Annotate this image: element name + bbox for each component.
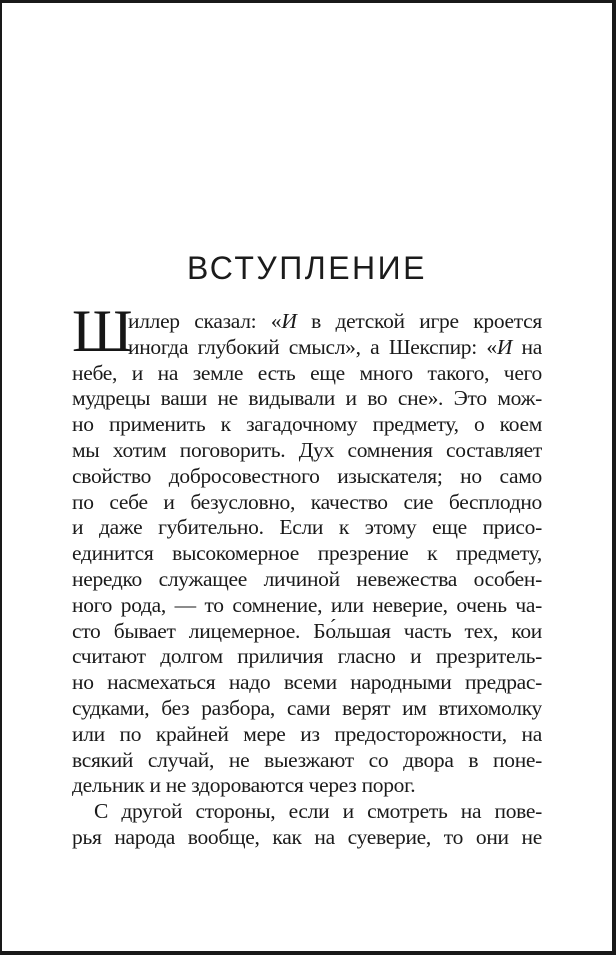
text-segment: сто бывает лицемерное. Бо́льшая часть тех, кои (72, 618, 542, 643)
text-line (72, 438, 542, 464)
text-segment: нередко служащее личиной невежества особен- (72, 566, 542, 591)
text-segment: дельник и не здороваются через порог. (72, 773, 416, 798)
text-line (72, 825, 542, 851)
text-line (72, 515, 542, 541)
text-line (72, 593, 542, 619)
text-segment: или по крайней мере из предосторожности, на (72, 721, 542, 746)
text-segment: считают долгом приличия гласно и презритель- (72, 644, 542, 669)
text-line (72, 386, 542, 412)
text-segment: но насмехаться надо всеми народными предрас- (72, 670, 542, 695)
text-segment: небе, и на земле есть еще много такого, чего (72, 360, 542, 385)
text-line (72, 644, 542, 670)
text-segment: всякий случай, не выезжают со двора в поне- (72, 747, 542, 772)
text-segment: рья народа вообще, как на суеверие, то они не (72, 824, 542, 849)
text-line (72, 619, 542, 645)
text-line (72, 696, 542, 722)
text-segment: иллер сказал: « (128, 309, 282, 333)
text-segment-italic: И (281, 309, 297, 333)
text-line (72, 361, 542, 387)
body-text (72, 298, 542, 851)
text-line (72, 335, 542, 361)
text-segment: иногда глубокий смысл», а Шекспир: « (128, 334, 497, 359)
text-segment: единится высокомерное презрение к предмету, (72, 541, 542, 566)
text-segment: мудрецы ваши не видывали и во сне». Это мож- (72, 386, 542, 411)
text-segment: свойство добросовестного изыскателя; но само (72, 463, 542, 488)
text-segment: ного рода, — то сомнение, или неверие, очень ча- (72, 592, 542, 617)
text-line (72, 748, 542, 774)
text-line (72, 464, 542, 490)
text-segment-italic: И (496, 334, 513, 359)
text-line (72, 722, 542, 748)
text-line (72, 412, 542, 438)
text-line (72, 567, 542, 593)
text-segment: на (512, 334, 542, 359)
text-line (72, 670, 542, 696)
drop-cap: Ш (72, 298, 133, 364)
text-segment: мы хотим поговорить. Дух сомнения составляет (72, 437, 542, 462)
text-segment: но применить к загадочному предмету, о коем (72, 412, 542, 437)
chapter-title: ВСТУПЛЕНИЕ (187, 250, 427, 286)
text-line (72, 773, 542, 799)
text-segment: судками, без разбора, сами верят им втихомолку (72, 695, 542, 720)
text-segment: и даже губительно. Если к этому еще присо- (72, 515, 542, 540)
text-segment: по себе и безусловно, качество сие бесплодно (72, 489, 542, 514)
text-line (72, 541, 542, 567)
text-line (72, 309, 542, 335)
text-line (72, 799, 542, 825)
text-segment: С другой стороны, если и смотреть на пове- (94, 799, 542, 824)
text-line (72, 490, 542, 516)
text-segment: в детской игре кроется (296, 309, 542, 333)
